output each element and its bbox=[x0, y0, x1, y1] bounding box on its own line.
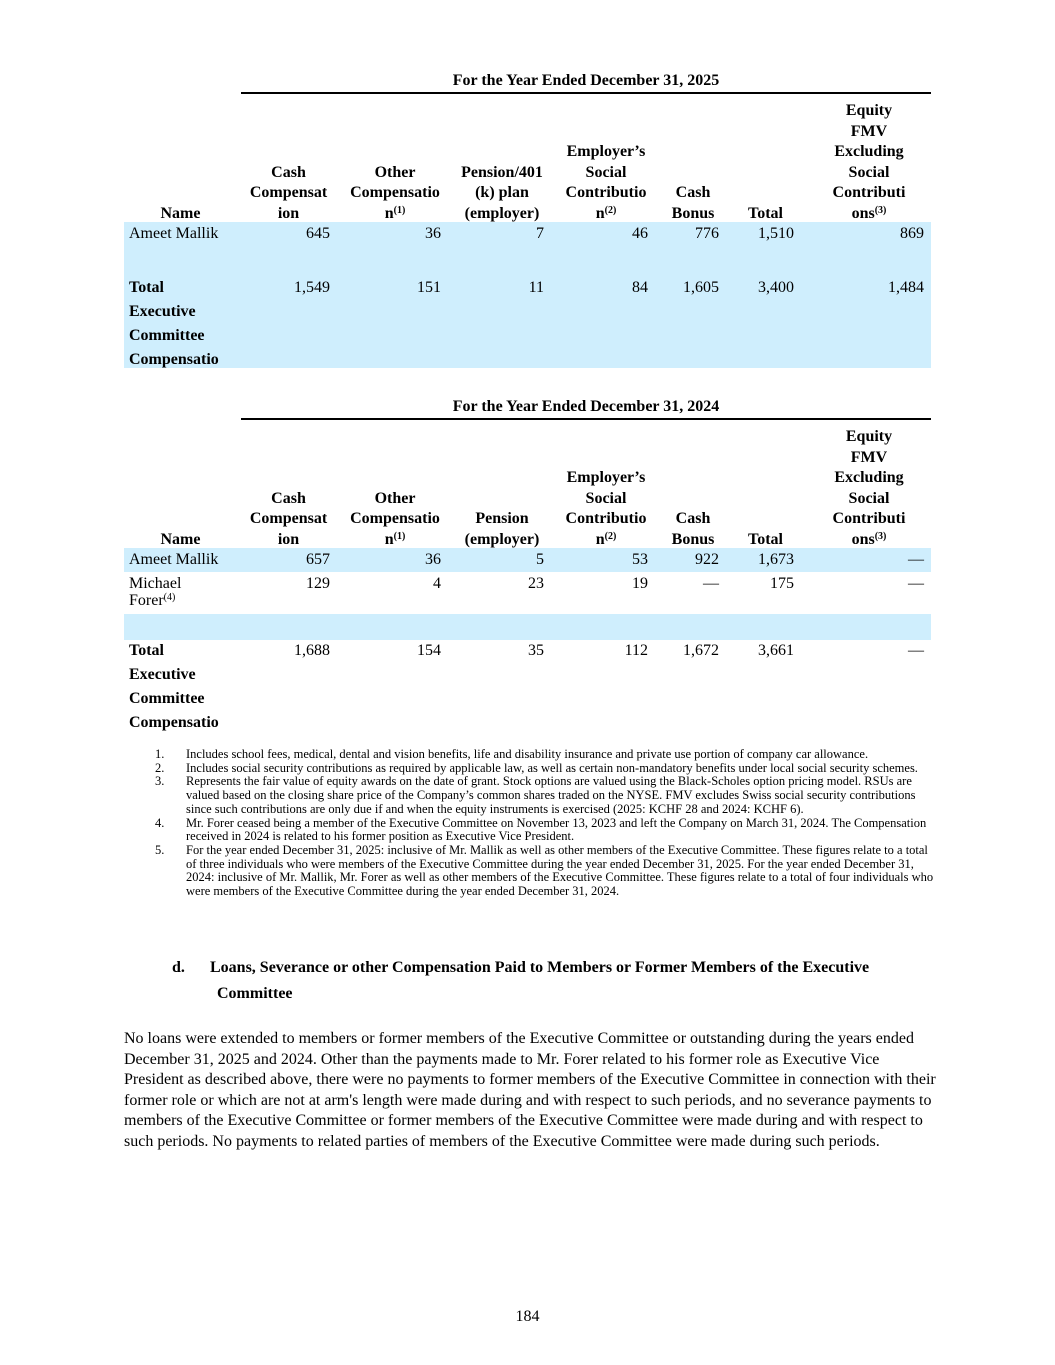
footnote-number: 1. bbox=[155, 747, 165, 761]
cell-employer-social: 84 bbox=[632, 279, 648, 296]
footnote-number: 4. bbox=[155, 815, 165, 830]
section-title-line2: Committee bbox=[217, 985, 293, 1002]
table-header bbox=[124, 420, 931, 550]
row-name: Ameet Mallik bbox=[129, 551, 219, 568]
footnote-text: Includes school fees, medical, dental and vision benefits, life and disability insurance and private use portion of company car allowance. bbox=[186, 747, 869, 761]
col-header-pension: Pension (employer) bbox=[454, 420, 550, 550]
col-header-cash-bonus: Cash Bonus bbox=[662, 94, 724, 224]
compensation-table-2025 bbox=[124, 70, 931, 370]
cell-cash-compensation: 657 bbox=[306, 551, 330, 568]
footnote bbox=[155, 775, 935, 816]
cell-total: 175 bbox=[770, 575, 794, 592]
table-row bbox=[124, 572, 931, 612]
cell-cash-bonus: 776 bbox=[695, 225, 719, 242]
footnote-text: Represents the fair value of equity awards on the date of grant. Stock options are valued using the Black-Scholes option pricing model. RSUs are valued based on the closing share price of the Company’s common shares traded on the NYSE. FMV excludes Swiss social security contributions since such contributions are only due if and when the equity instruments is exercised (2025: KCHF 28 and 2024: KCHF 6). bbox=[186, 774, 916, 816]
cell-cash-bonus: 922 bbox=[695, 551, 719, 568]
cell-pension: 11 bbox=[528, 279, 544, 296]
footnote bbox=[155, 844, 935, 899]
cell-cash-bonus: 1,605 bbox=[683, 279, 719, 296]
cell-other-compensation: 154 bbox=[417, 642, 441, 659]
cell-cash-compensation: 1,549 bbox=[294, 279, 330, 296]
col-header-cash-compensation: Cash Compensat ion bbox=[241, 420, 336, 550]
cell-pension: 5 bbox=[536, 551, 544, 568]
footnote-text: Includes social security contributions as required by applicable law, as well as certain non-mandatory benefits under local social security schemes. bbox=[186, 760, 918, 775]
footnote bbox=[155, 748, 935, 762]
page-number: 184 bbox=[515, 1308, 540, 1325]
cell-other-compensation: 4 bbox=[433, 575, 441, 592]
cell-employer-social: 46 bbox=[632, 225, 648, 242]
compensation-table-2024 bbox=[124, 396, 931, 736]
total-row-label: Total Executive Committee Compensatio bbox=[129, 279, 219, 368]
cell-employer-social: 19 bbox=[632, 575, 648, 592]
table-header bbox=[124, 94, 931, 224]
cell-equity-fmv: — bbox=[908, 575, 924, 592]
cell-other-compensation: 151 bbox=[417, 279, 441, 296]
cell-employer-social: 53 bbox=[632, 551, 648, 568]
footnote-ref: (2) bbox=[604, 204, 617, 216]
cell-equity-fmv: 869 bbox=[900, 225, 924, 242]
cell-cash-bonus: — bbox=[703, 575, 719, 592]
footnote-ref: (1) bbox=[393, 530, 406, 542]
cell-other-compensation: 36 bbox=[425, 225, 441, 242]
footnotes bbox=[155, 748, 935, 899]
col-header-cash-bonus: Cash Bonus bbox=[662, 420, 724, 550]
cell-cash-compensation: 1,688 bbox=[294, 642, 330, 659]
col-header-other-compensation: Other Compensatio $n^{(1)}$ bbox=[340, 94, 450, 224]
cell-total: 3,400 bbox=[758, 279, 794, 296]
cell-pension: 23 bbox=[528, 575, 544, 592]
cell-total: 1,673 bbox=[758, 551, 794, 568]
col-header-total: Total bbox=[728, 420, 803, 550]
cell-total: 3,661 bbox=[758, 642, 794, 659]
total-row bbox=[124, 276, 931, 368]
col-header-equity-fmv: Equity FMV Excluding Social Contributi ons$^{(3)}$ bbox=[807, 420, 931, 550]
period-label: For the Year Ended December 31, 2025 bbox=[241, 70, 931, 94]
footnote-number: 3. bbox=[155, 774, 165, 789]
cell-total: 1,510 bbox=[758, 225, 794, 242]
cell-cash-compensation: 645 bbox=[306, 225, 330, 242]
col-header-total: Total bbox=[728, 94, 803, 224]
cell-pension: 35 bbox=[528, 642, 544, 659]
col-header-name: Name bbox=[160, 204, 201, 222]
row-name: Ameet Mallik bbox=[129, 225, 219, 242]
footnote bbox=[155, 762, 935, 776]
section-title-line1: Loans, Severance or other Compensation Paid to Members or Former Members of the Executive bbox=[210, 959, 870, 976]
footnote-text: For the year ended December 31, 2025: inclusive of Mr. Mallik as well as other members of the Executive Committee. These figures relate to a total of three individuals who were members of the Executive Committee during the year ended December 31, 2025. For the year ended December 31, 2024: inclusive of Mr. Mallik, Mr. Forer as well as other members of the Executive Committee. These figures relate to a total of four individuals who were members of the Executive Committee during the year ended December 31, 2024. bbox=[186, 842, 934, 899]
spacer-row bbox=[124, 614, 931, 640]
cell-equity-fmv: 1,484 bbox=[888, 279, 924, 296]
spacer-row bbox=[124, 246, 931, 276]
footnote bbox=[155, 817, 935, 844]
table-row bbox=[124, 222, 931, 246]
cell-employer-social: 112 bbox=[624, 642, 648, 659]
cell-equity-fmv: — bbox=[908, 642, 924, 659]
footnote-ref: (1) bbox=[393, 204, 406, 216]
col-header-equity-fmv: Equity FMV Excluding Social Contributi ons$^{(3)}$ bbox=[807, 94, 931, 224]
footnote-text: Mr. Forer ceased being a member of the Executive Committee on November 13, 2023 and left the Company on March 31, 2024. The Compensation received in 2024 is related to his former position as Executive Vice President. bbox=[186, 815, 927, 844]
cell-pension: 7 bbox=[536, 225, 544, 242]
cell-cash-compensation: 129 bbox=[306, 575, 330, 592]
col-header-other-compensation: Other Compensatio $n^{(1)}$ bbox=[340, 420, 450, 550]
total-row bbox=[124, 639, 931, 735]
body-paragraph: No loans were extended to members or former members of the Executive Committee or outstanding during the years ended December 31, 2025 and 2024. Other than the payments made to Mr. Forer related to his former role as Executive Vice President as described above, there were no payments to former members of the Executive Committee in connection with their former role or which are not at arm's length were made during and with respect to such periods, and no severance payments to members of the Executive Committee or former members of the Executive Committee were made during and with respect to such periods. No payments to related parties of members of the Executive Committee were made during such periods. bbox=[124, 1030, 936, 1150]
col-header-pension: Pension/401 (k) plan (employer) bbox=[454, 94, 550, 224]
footnote-ref: (3) bbox=[874, 530, 887, 542]
section-letter: d. bbox=[172, 959, 185, 976]
footnote-number: 5. bbox=[155, 842, 165, 857]
footnote-ref: (4) bbox=[163, 592, 176, 603]
section-heading bbox=[172, 955, 932, 1007]
footnote-ref: (3) bbox=[874, 204, 887, 216]
col-header-employer-social: Employer’s Social Contributio $n^{(2)}$ bbox=[554, 420, 658, 550]
cell-equity-fmv: — bbox=[908, 551, 924, 568]
total-row-label: Total Executive Committee Compensatio bbox=[129, 642, 219, 731]
col-header-cash-compensation: Cash Compensat ion bbox=[241, 94, 336, 224]
footnote-number: 2. bbox=[155, 760, 165, 775]
cell-cash-bonus: 1,672 bbox=[683, 642, 719, 659]
col-header-name: Name bbox=[160, 530, 201, 548]
period-label: For the Year Ended December 31, 2024 bbox=[241, 396, 931, 420]
col-header-employer-social: Employer’s Social Contributio $n^{(2)}$ bbox=[554, 94, 658, 224]
row-name: Michael Forer$^{(4)}$ bbox=[129, 575, 182, 609]
footnote-ref: (2) bbox=[604, 530, 617, 542]
cell-other-compensation: 36 bbox=[425, 551, 441, 568]
table-row bbox=[124, 548, 931, 572]
